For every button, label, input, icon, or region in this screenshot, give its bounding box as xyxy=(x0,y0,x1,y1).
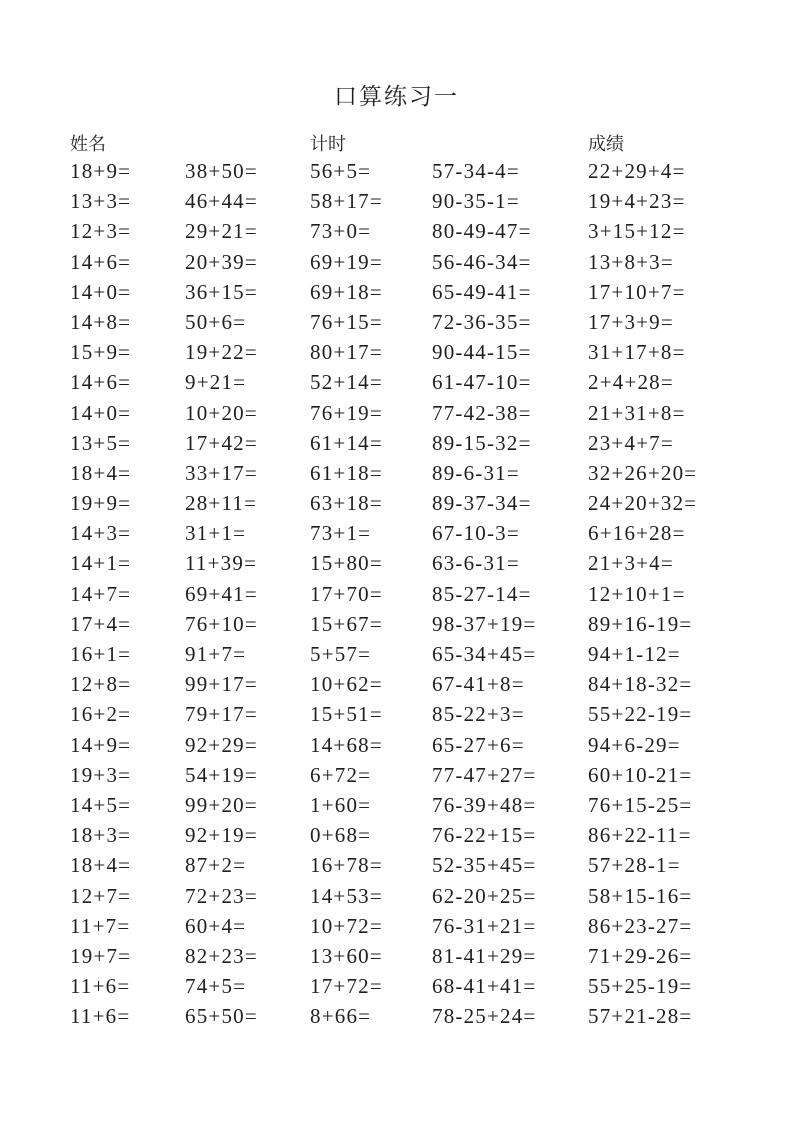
problem-cell: 16+2= xyxy=(70,702,132,727)
problem-cell: 84+18-32= xyxy=(588,672,693,697)
problem-cell: 60+4= xyxy=(185,913,247,938)
problem-row xyxy=(70,941,730,971)
problem-cell: 57+28-1= xyxy=(588,853,681,878)
problem-cell: 32+26+20= xyxy=(588,460,698,485)
problem-row xyxy=(70,428,730,458)
problem-cell: 5+57= xyxy=(310,642,372,666)
problem-cell: 14+9= xyxy=(70,732,132,757)
problem-cell: 72-36-35= xyxy=(432,309,532,334)
problem-cell: 6+72= xyxy=(310,762,372,787)
problem-cell: 89+16-19= xyxy=(588,611,693,636)
fields-row xyxy=(70,130,730,156)
problem-row xyxy=(70,1001,730,1031)
problem-cell: 14+6= xyxy=(70,370,132,395)
problem-row xyxy=(70,881,730,911)
problem-cell: 14+7= xyxy=(70,581,132,606)
problem-cell: 50+6= xyxy=(185,309,247,334)
problem-cell: 10+20= xyxy=(185,400,258,425)
problem-cell: 19+7= xyxy=(70,943,132,968)
problem-cell: 63+18= xyxy=(310,491,383,516)
problem-cell: 12+7= xyxy=(70,883,132,908)
problem-cell: 18+9= xyxy=(70,159,132,183)
problem-cell: 62-20+25= xyxy=(432,883,537,908)
problem-cell: 23+4+7= xyxy=(588,430,674,455)
problem-row xyxy=(70,458,730,488)
problem-row xyxy=(70,247,730,277)
problem-cell: 15+67= xyxy=(310,611,383,636)
problem-cell: 79+17= xyxy=(185,702,258,727)
problem-cell: 76-31+21= xyxy=(432,913,537,938)
problem-row xyxy=(70,488,730,518)
problem-cell: 17+3+9= xyxy=(588,309,674,334)
problem-cell: 52+14= xyxy=(310,370,383,395)
problems-grid xyxy=(70,156,730,1031)
problem-cell: 56+5= xyxy=(310,159,372,183)
problem-cell: 76-39+48= xyxy=(432,792,537,817)
problem-row xyxy=(70,337,730,367)
problem-cell: 14+0= xyxy=(70,279,132,304)
problem-cell: 91+7= xyxy=(185,642,247,666)
problem-cell: 14+0= xyxy=(70,400,132,425)
problem-cell: 94+1-12= xyxy=(588,642,681,666)
problem-cell: 65-27+6= xyxy=(432,732,525,757)
problem-cell: 18+4= xyxy=(70,460,132,485)
problem-cell: 14+3= xyxy=(70,521,132,546)
problem-row xyxy=(70,850,730,880)
problem-cell: 2+4+28= xyxy=(588,370,674,395)
problem-cell: 15+80= xyxy=(310,551,383,576)
problem-cell: 98-37+19= xyxy=(432,611,537,636)
problem-cell: 67-10-3= xyxy=(432,521,520,546)
problem-cell: 80-49-47= xyxy=(432,219,532,244)
problem-cell: 11+6= xyxy=(70,1004,131,1029)
problem-cell: 61-47-10= xyxy=(432,370,532,395)
problem-cell: 67-41+8= xyxy=(432,672,525,697)
problem-row xyxy=(70,911,730,941)
problem-cell: 14+53= xyxy=(310,883,383,908)
problem-cell: 61+14= xyxy=(310,430,383,455)
worksheet-body xyxy=(70,130,730,1031)
problem-cell: 86+23-27= xyxy=(588,913,693,938)
problem-cell: 14+68= xyxy=(310,732,383,757)
problem-cell: 80+17= xyxy=(310,340,383,365)
problem-cell: 18+3= xyxy=(70,823,132,848)
problem-cell: 90-35-1= xyxy=(432,189,520,214)
problem-cell: 17+10+7= xyxy=(588,279,686,304)
problem-cell: 73+0= xyxy=(310,219,372,244)
problem-cell: 22+29+4= xyxy=(588,159,686,183)
problem-cell: 99+20= xyxy=(185,792,258,817)
problem-cell: 1+60= xyxy=(310,792,372,817)
problem-cell: 11+7= xyxy=(70,913,131,938)
problem-cell: 14+8= xyxy=(70,309,132,334)
problem-cell: 14+6= xyxy=(70,249,132,274)
problem-cell: 85-22+3= xyxy=(432,702,525,727)
problem-row xyxy=(70,186,730,216)
problem-cell: 94+6-29= xyxy=(588,732,681,757)
problem-cell: 21+3+4= xyxy=(588,551,674,576)
problem-cell: 86+22-11= xyxy=(588,823,692,848)
problem-cell: 17+70= xyxy=(310,581,383,606)
problem-cell: 33+17= xyxy=(185,460,258,485)
problem-cell: 77-47+27= xyxy=(432,762,537,787)
problem-cell: 17+4= xyxy=(70,611,132,636)
problem-cell: 89-37-34= xyxy=(432,491,532,516)
problem-cell: 12+3= xyxy=(70,219,132,244)
problem-cell: 8+66= xyxy=(310,1004,372,1029)
field-label-timing: 计时 xyxy=(310,134,346,154)
problem-cell: 19+9= xyxy=(70,491,132,516)
problem-cell: 28+11= xyxy=(185,491,258,516)
problem-cell: 13+5= xyxy=(70,430,132,455)
problem-row xyxy=(70,971,730,1001)
problem-cell: 76+15-25= xyxy=(588,792,693,817)
problem-cell: 76+10= xyxy=(185,611,258,636)
problem-cell: 65-34+45= xyxy=(432,642,537,666)
field-label-score: 成绩 xyxy=(588,134,624,154)
problem-cell: 13+3= xyxy=(70,189,132,214)
problem-cell: 99+17= xyxy=(185,672,258,697)
problem-cell: 29+21= xyxy=(185,219,258,244)
problem-cell: 17+42= xyxy=(185,430,258,455)
problem-row xyxy=(70,790,730,820)
problem-row xyxy=(70,760,730,790)
problem-cell: 55+22-19= xyxy=(588,702,693,727)
worksheet-title: 口算练习一 xyxy=(334,84,459,109)
problem-cell: 76-22+15= xyxy=(432,823,537,848)
problem-cell: 12+8= xyxy=(70,672,132,697)
problem-cell: 68-41+41= xyxy=(432,974,537,999)
problem-row xyxy=(70,277,730,307)
problem-cell: 65+50= xyxy=(185,1004,258,1029)
problem-row xyxy=(70,398,730,428)
problem-cell: 92+19= xyxy=(185,823,258,848)
problem-row xyxy=(70,699,730,729)
problem-cell: 72+23= xyxy=(185,883,258,908)
problem-cell: 87+2= xyxy=(185,853,247,878)
problem-cell: 69+41= xyxy=(185,581,258,606)
problem-row xyxy=(70,669,730,699)
problem-cell: 19+22= xyxy=(185,340,258,365)
problem-cell: 61+18= xyxy=(310,460,383,485)
problem-cell: 18+4= xyxy=(70,853,132,878)
problem-cell: 0+68= xyxy=(310,823,372,848)
problem-cell: 10+72= xyxy=(310,913,383,938)
problem-row xyxy=(70,609,730,639)
problem-cell: 31+17+8= xyxy=(588,340,686,365)
problem-cell: 16+1= xyxy=(70,642,132,666)
problem-cell: 58+17= xyxy=(310,189,383,214)
problem-cell: 56-46-34= xyxy=(432,249,532,274)
problem-cell: 19+3= xyxy=(70,762,132,787)
problem-cell: 10+62= xyxy=(310,672,383,697)
problem-cell: 63-6-31= xyxy=(432,551,520,576)
problem-cell: 52-35+45= xyxy=(432,853,537,878)
problem-row xyxy=(70,820,730,850)
problem-cell: 20+39= xyxy=(185,249,258,274)
problem-cell: 57-34-4= xyxy=(432,159,520,183)
problem-cell: 11+39= xyxy=(185,551,258,576)
problem-cell: 16+78= xyxy=(310,853,383,878)
problem-cell: 77-42-38= xyxy=(432,400,532,425)
problem-cell: 15+9= xyxy=(70,340,132,365)
problem-cell: 58+15-16= xyxy=(588,883,693,908)
problem-row xyxy=(70,639,730,669)
problem-cell: 73+1= xyxy=(310,521,372,546)
problem-cell: 69+19= xyxy=(310,249,383,274)
problem-row xyxy=(70,730,730,760)
problem-cell: 71+29-26= xyxy=(588,943,693,968)
problem-cell: 6+16+28= xyxy=(588,521,686,546)
problem-cell: 13+60= xyxy=(310,943,383,968)
problem-row xyxy=(70,307,730,337)
problem-cell: 81-41+29= xyxy=(432,943,537,968)
problem-cell: 14+5= xyxy=(70,792,132,817)
problem-cell: 15+51= xyxy=(310,702,383,727)
problem-cell: 21+31+8= xyxy=(588,400,686,425)
problem-cell: 46+44= xyxy=(185,189,258,214)
problem-cell: 9+21= xyxy=(185,370,247,395)
problem-cell: 90-44-15= xyxy=(432,340,532,365)
problem-cell: 89-6-31= xyxy=(432,460,520,485)
problem-cell: 24+20+32= xyxy=(588,491,698,516)
problem-cell: 89-15-32= xyxy=(432,430,532,455)
problem-row xyxy=(70,216,730,246)
problem-cell: 17+72= xyxy=(310,974,383,999)
problem-row xyxy=(70,579,730,609)
problem-row xyxy=(70,518,730,548)
problem-cell: 36+15= xyxy=(185,279,258,304)
problem-cell: 13+8+3= xyxy=(588,249,674,274)
problem-cell: 31+1= xyxy=(185,521,247,546)
problem-cell: 92+29= xyxy=(185,732,258,757)
problem-cell: 69+18= xyxy=(310,279,383,304)
problem-cell: 76+19= xyxy=(310,400,383,425)
problem-row xyxy=(70,548,730,578)
problem-cell: 76+15= xyxy=(310,309,383,334)
problem-cell: 54+19= xyxy=(185,762,258,787)
problem-cell: 3+15+12= xyxy=(588,219,686,244)
problem-cell: 19+4+23= xyxy=(588,189,686,214)
problem-cell: 74+5= xyxy=(185,974,247,999)
problem-cell: 12+10+1= xyxy=(588,581,686,606)
problem-cell: 57+21-28= xyxy=(588,1004,693,1029)
problem-cell: 85-27-14= xyxy=(432,581,532,606)
problem-cell: 11+6= xyxy=(70,974,131,999)
problem-cell: 82+23= xyxy=(185,943,258,968)
problem-cell: 38+50= xyxy=(185,159,258,183)
problem-cell: 65-49-41= xyxy=(432,279,532,304)
field-label-name: 姓名 xyxy=(70,134,106,154)
problem-cell: 60+10-21= xyxy=(588,762,693,787)
problem-row xyxy=(70,367,730,397)
problem-row xyxy=(70,156,730,186)
problem-cell: 55+25-19= xyxy=(588,974,693,999)
problem-cell: 78-25+24= xyxy=(432,1004,537,1029)
problem-cell: 14+1= xyxy=(70,551,132,576)
